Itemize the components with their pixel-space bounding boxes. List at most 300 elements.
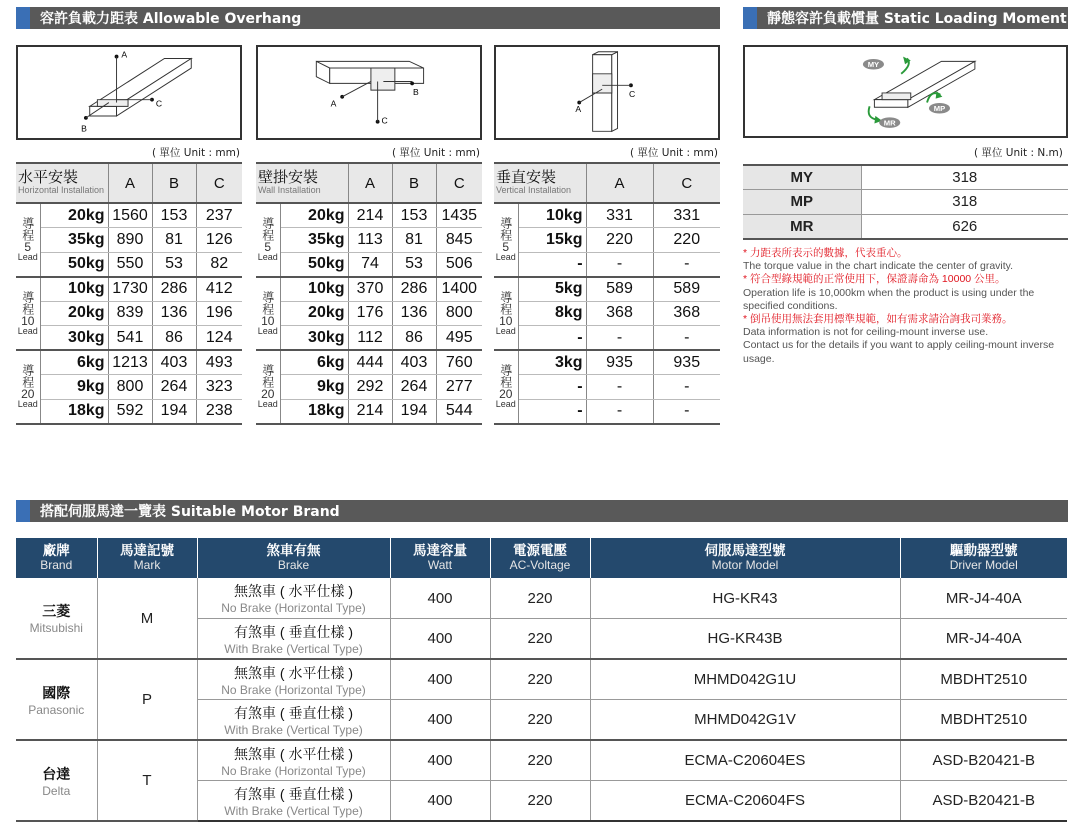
load-value: 20kg: [280, 301, 348, 326]
driver-model-cell: ASD-B20421-B: [900, 781, 1067, 822]
brand-en: Panasonic: [28, 702, 85, 717]
overhang-value: 1560: [108, 203, 152, 228]
overhang-value: 331: [586, 203, 653, 228]
load-value: 20kg: [40, 203, 108, 228]
header-zh: 煞車有無: [266, 543, 321, 559]
lead-label: [256, 364, 280, 409]
svg-text:C: C: [381, 115, 388, 126]
vertical-overhang-table: [494, 162, 720, 425]
lead-zh: 導程: [20, 217, 35, 242]
header-voltage: [490, 538, 590, 578]
moment-table: [743, 164, 1068, 240]
column-header-a: A: [108, 163, 152, 203]
overhang-value: 194: [392, 399, 436, 424]
overhang-value: 506: [436, 252, 482, 277]
lead-cell: [16, 350, 40, 424]
header-en: AC-Voltage: [509, 557, 571, 572]
load-value: 50kg: [40, 252, 108, 277]
lead-number: 10: [499, 313, 513, 328]
lead-label: [16, 291, 40, 336]
watt-cell: 400: [390, 619, 490, 660]
lead-zh: 導程: [498, 364, 513, 389]
overhang-section-bar: [16, 7, 720, 29]
vertical-installation-drawing: [496, 47, 718, 138]
overhang-value: 264: [152, 375, 196, 400]
overhang-value: 81: [152, 228, 196, 253]
overhang-value: 544: [436, 399, 482, 424]
overhang-row: [256, 350, 482, 375]
overhang-value: 53: [152, 252, 196, 277]
watt-cell: 400: [390, 700, 490, 741]
motor-row: [16, 578, 1067, 619]
load-value: 18kg: [40, 399, 108, 424]
load-value: 10kg: [518, 203, 586, 228]
lead-number: 10: [21, 313, 35, 328]
overhang-value: 81: [392, 228, 436, 253]
header-en: Mark: [133, 557, 161, 572]
overhang-row: [494, 350, 720, 375]
load-value: 20kg: [40, 301, 108, 326]
column-header-c: C: [196, 163, 242, 203]
overhang-value: 890: [108, 228, 152, 253]
mr-badge: [879, 117, 900, 128]
overhang-value: 136: [152, 301, 196, 326]
brake-en: With Brake (Vertical Type): [224, 641, 363, 656]
lead-cell: [256, 277, 280, 351]
voltage-cell: 220: [490, 659, 590, 700]
load-value: -: [518, 375, 586, 400]
brand-zh: 三菱: [42, 603, 71, 619]
section-accent: [16, 7, 30, 29]
driver-model-cell: MBDHT2510: [900, 700, 1067, 741]
brake-zh: 無煞車 ( 水平仕樣 ): [234, 583, 353, 599]
motor-model-cell: ECMA-C20604FS: [590, 781, 900, 822]
column-header-c: C: [653, 163, 720, 203]
lead-en: Lead: [495, 399, 516, 410]
lead-label: [256, 217, 280, 262]
overhang-row: [16, 375, 242, 400]
motor-row: [16, 740, 1067, 781]
overhang-value: 196: [196, 301, 242, 326]
overhang-value: 444: [348, 350, 392, 375]
overhang-value: 214: [348, 203, 392, 228]
overhang-row: [256, 228, 482, 253]
lead-zh: 導程: [498, 217, 513, 242]
load-value: 50kg: [280, 252, 348, 277]
note-line: Contact us for the details if you want to apply ceiling-mount inverse usage.: [743, 339, 1055, 365]
load-value: 20kg: [280, 203, 348, 228]
overhang-section-title: 容許負載力距表 Allowable Overhang: [40, 11, 302, 27]
overhang-row: [16, 399, 242, 424]
mark-cell: P: [97, 659, 197, 740]
brake-cell: [197, 740, 390, 781]
overhang-value: 238: [196, 399, 242, 424]
vertical-installation-diagram: [494, 45, 720, 140]
driver-model-cell: MBDHT2510: [900, 659, 1067, 700]
moment-key: MP: [743, 190, 861, 215]
overhang-value: 264: [392, 375, 436, 400]
lead-label: [256, 291, 280, 336]
overhang-value: 845: [436, 228, 482, 253]
moment-key: MR: [743, 214, 861, 239]
installation-subtitle: Horizontal Installation: [18, 185, 105, 196]
overhang-value: 403: [392, 350, 436, 375]
load-value: 35kg: [40, 228, 108, 253]
overhang-value: 86: [392, 326, 436, 351]
svg-text:B: B: [81, 123, 87, 134]
lead-cell: [256, 350, 280, 424]
overhang-value: 112: [348, 326, 392, 351]
moment-section-bar: [743, 7, 1068, 29]
lead-number: 5: [24, 240, 32, 255]
horizontal-installation-diagram: [16, 45, 242, 140]
overhang-value: 220: [586, 228, 653, 253]
voltage-cell: 220: [490, 781, 590, 822]
brake-zh: 無煞車 ( 水平仕樣 ): [234, 745, 353, 762]
lead-en: Lead: [257, 325, 278, 336]
overhang-row: [16, 203, 242, 228]
motor-table: [16, 538, 1067, 822]
load-value: 10kg: [40, 277, 108, 302]
svg-text:A: A: [330, 98, 337, 109]
motor-row: [16, 659, 1067, 700]
overhang-row: [494, 399, 720, 424]
load-value: 6kg: [280, 350, 348, 375]
moment-section-title: 靜態容許負載慣量 Static Loading Moment: [767, 11, 1067, 27]
overhang-value: 1730: [108, 277, 152, 302]
overhang-value: 323: [196, 375, 242, 400]
brand-cell: [16, 578, 97, 659]
note-line: Operation life is 10,000km when the product is using under the specified conditions.: [743, 286, 1035, 312]
brake-cell: [197, 659, 390, 700]
load-value: 18kg: [280, 399, 348, 424]
header-motor-model: [590, 538, 900, 578]
horizontal-overhang-table: [16, 162, 242, 425]
svg-text:B: B: [413, 86, 419, 97]
overhang-value: 136: [392, 301, 436, 326]
overhang-value: 292: [348, 375, 392, 400]
wall-overhang-table: [256, 162, 482, 425]
lead-zh: 導程: [20, 290, 35, 315]
overhang-value: 86: [152, 326, 196, 351]
load-value: 10kg: [280, 277, 348, 302]
brake-cell: [197, 781, 390, 822]
header-brand: [16, 538, 97, 578]
overhang-value: 592: [108, 399, 152, 424]
svg-text:C: C: [155, 98, 163, 109]
overhang-row: [16, 277, 242, 302]
load-value: -: [518, 252, 586, 277]
overhang-row: [494, 375, 720, 400]
header-en: Brand: [40, 557, 73, 572]
overhang-value: 153: [152, 203, 196, 228]
moment-row-my: [743, 165, 1068, 190]
header-zh: 廠牌: [42, 543, 70, 559]
lead-cell: [16, 277, 40, 351]
section-accent: [16, 500, 30, 522]
overhang-row: [256, 375, 482, 400]
mp-badge: [929, 103, 950, 114]
lead-cell: [494, 277, 518, 351]
overhang-row: [16, 326, 242, 351]
overhang-value: 53: [392, 252, 436, 277]
overhang-value: 176: [348, 301, 392, 326]
overhang-header-row: [16, 163, 242, 203]
overhang-row: [256, 326, 482, 351]
overhang-value: 839: [108, 301, 152, 326]
overhang-value: 214: [348, 399, 392, 424]
header-watt: [390, 538, 490, 578]
header-en: Motor Model: [711, 557, 779, 572]
brake-zh: 有煞車 ( 垂直仕樣 ): [234, 704, 353, 721]
installation-subtitle: Wall Installation: [258, 185, 321, 196]
svg-text:MR: MR: [883, 118, 896, 128]
motor-section-title: 搭配伺服馬達一覽表 Suitable Motor Brand: [40, 504, 340, 520]
header-zh: 馬達記號: [120, 543, 174, 559]
column-header-c: C: [436, 163, 482, 203]
lead-cell: [256, 203, 280, 277]
column-header-b: B: [152, 163, 196, 203]
moment-row-mp: [743, 190, 1068, 215]
voltage-cell: 220: [490, 740, 590, 781]
load-value: 9kg: [280, 375, 348, 400]
watt-cell: 400: [390, 781, 490, 822]
moment-diagram: [743, 45, 1068, 138]
load-value: 6kg: [40, 350, 108, 375]
section-accent: [743, 7, 757, 29]
voltage-cell: 220: [490, 578, 590, 619]
moment-notes: [743, 247, 1071, 366]
overhang-value: 82: [196, 252, 242, 277]
moment-row-mr: [743, 214, 1068, 239]
overhang-row: [16, 252, 242, 277]
lead-en: Lead: [495, 252, 516, 263]
wall-installation-drawing: [258, 47, 480, 138]
overhang-value: 277: [436, 375, 482, 400]
watt-cell: 400: [390, 740, 490, 781]
overhang-row: [256, 252, 482, 277]
svg-text:MP: MP: [933, 104, 946, 114]
svg-text:A: A: [575, 104, 582, 115]
svg-text:C: C: [629, 88, 636, 99]
motor-model-cell: HG-KR43B: [590, 619, 900, 660]
overhang-value: 74: [348, 252, 392, 277]
lead-en: Lead: [495, 325, 516, 336]
installation-header: [16, 163, 108, 203]
lead-zh: 導程: [260, 290, 275, 315]
brand-cell: [16, 740, 97, 821]
overhang-value: 1400: [436, 277, 482, 302]
moment-value: 318: [861, 190, 1068, 215]
column-header-a: A: [586, 163, 653, 203]
lead-zh: 導程: [498, 290, 513, 315]
unit-label-moment: ( 單位 Unit : N.m): [974, 147, 1063, 159]
overhang-value: -: [586, 375, 653, 400]
header-zh: 伺服馬達型號: [704, 543, 786, 559]
overhang-row: [494, 252, 720, 277]
header-driver-model: [900, 538, 1067, 578]
overhang-value: 493: [196, 350, 242, 375]
overhang-value: 541: [108, 326, 152, 351]
lead-en: Lead: [17, 252, 38, 263]
column-header-a: A: [348, 163, 392, 203]
overhang-value: 800: [436, 301, 482, 326]
voltage-cell: 220: [490, 700, 590, 741]
lead-number: 20: [499, 387, 513, 402]
overhang-value: 495: [436, 326, 482, 351]
load-value: 30kg: [40, 326, 108, 351]
overhang-row: [494, 326, 720, 351]
brand-zh: 國際: [42, 684, 71, 701]
overhang-row: [256, 203, 482, 228]
overhang-value: 286: [152, 277, 196, 302]
watt-cell: 400: [390, 659, 490, 700]
overhang-value: 1213: [108, 350, 152, 375]
lead-label: [494, 291, 518, 336]
overhang-value: 403: [152, 350, 196, 375]
brake-cell: [197, 619, 390, 660]
installation-header: [494, 163, 586, 203]
lead-label: [16, 364, 40, 409]
moment-value: 626: [861, 214, 1068, 239]
lead-zh: 導程: [20, 364, 35, 389]
motor-model-cell: ECMA-C20604ES: [590, 740, 900, 781]
overhang-value: 153: [392, 203, 436, 228]
header-zh: 馬達容量: [413, 543, 467, 559]
overhang-value: 589: [586, 277, 653, 302]
overhang-value: 935: [586, 350, 653, 375]
moment-key: MY: [743, 165, 861, 190]
lead-label: [16, 217, 40, 262]
overhang-row: [16, 228, 242, 253]
overhang-value: 589: [653, 277, 720, 302]
load-value: 8kg: [518, 301, 586, 326]
lead-label: [494, 217, 518, 262]
brake-en: No Brake (Horizontal Type): [221, 601, 366, 615]
installation-header: [256, 163, 348, 203]
note-line: * 符合型錄規範的正常使用下，保證壽命為 10000 公里。: [743, 273, 1006, 286]
header-zh: 驅動器型號: [950, 543, 1018, 559]
overhang-value: 220: [653, 228, 720, 253]
brand-en: Mitsubishi: [29, 621, 83, 635]
overhang-value: 1435: [436, 203, 482, 228]
svg-text:MY: MY: [867, 60, 880, 70]
overhang-row: [494, 203, 720, 228]
lead-zh: 導程: [260, 364, 275, 389]
lead-number: 5: [264, 240, 272, 255]
load-value: 9kg: [40, 375, 108, 400]
overhang-row: [16, 301, 242, 326]
overhang-row: [256, 277, 482, 302]
installation-title: 垂直安裝: [496, 169, 557, 187]
overhang-value: -: [586, 399, 653, 424]
load-value: -: [518, 326, 586, 351]
installation-title: 水平安裝: [18, 169, 79, 187]
overhang-row: [256, 301, 482, 326]
unit-label-horizontal: ( 單位 Unit : mm): [152, 147, 240, 159]
brake-zh: 有煞車 ( 垂直仕樣 ): [234, 785, 353, 802]
overhang-row: [494, 301, 720, 326]
lead-number: 10: [261, 313, 275, 328]
moment-value: 318: [861, 165, 1068, 190]
load-value: -: [518, 399, 586, 424]
driver-model-cell: MR-J4-40A: [900, 619, 1067, 660]
lead-cell: [494, 350, 518, 424]
motor-table-header: [16, 538, 1067, 578]
overhang-row: [16, 350, 242, 375]
overhang-value: 368: [653, 301, 720, 326]
lead-en: Lead: [17, 325, 38, 336]
overhang-value: 124: [196, 326, 242, 351]
overhang-row: [256, 399, 482, 424]
mark-cell: M: [97, 578, 197, 659]
motor-model-cell: MHMD042G1V: [590, 700, 900, 741]
lead-en: Lead: [257, 399, 278, 410]
note-line: The torque value in the chart indicate the center of gravity.: [743, 260, 1014, 273]
moment-drawing: [745, 47, 1066, 136]
overhang-row: [494, 228, 720, 253]
header-en: Watt: [427, 557, 453, 572]
brake-en: With Brake (Vertical Type): [224, 803, 363, 818]
mark-cell: T: [97, 740, 197, 821]
note-line: * 力距表所表示的數據，代表重心。: [743, 247, 908, 259]
overhang-value: 126: [196, 228, 242, 253]
motor-model-cell: MHMD042G1U: [590, 659, 900, 700]
driver-model-cell: ASD-B20421-B: [900, 740, 1067, 781]
installation-title: 壁掛安裝: [258, 169, 319, 187]
brake-zh: 有煞車 ( 垂直仕樣 ): [234, 623, 353, 640]
load-value: 5kg: [518, 277, 586, 302]
header-mark: [97, 538, 197, 578]
brand-en: Delta: [42, 783, 71, 798]
load-value: 3kg: [518, 350, 586, 375]
overhang-value: 237: [196, 203, 242, 228]
load-value: 15kg: [518, 228, 586, 253]
overhang-header-row: [494, 163, 720, 203]
voltage-cell: 220: [490, 619, 590, 660]
overhang-value: -: [653, 252, 720, 277]
brake-cell: [197, 700, 390, 741]
wall-installation-diagram: [256, 45, 482, 140]
lead-zh: 導程: [260, 217, 275, 242]
brake-zh: 無煞車 ( 水平仕樣 ): [234, 664, 353, 681]
overhang-value: -: [653, 399, 720, 424]
unit-label-vertical: ( 單位 Unit : mm): [630, 147, 718, 159]
watt-cell: 400: [390, 578, 490, 619]
overhang-value: 760: [436, 350, 482, 375]
lead-cell: [494, 203, 518, 277]
lead-en: Lead: [17, 399, 38, 410]
overhang-value: 935: [653, 350, 720, 375]
header-en: Driver Model: [949, 557, 1018, 572]
svg-text:A: A: [121, 49, 128, 60]
overhang-value: 286: [392, 277, 436, 302]
brake-en: No Brake (Horizontal Type): [221, 763, 366, 778]
overhang-value: 370: [348, 277, 392, 302]
lead-number: 20: [261, 387, 275, 402]
overhang-row: [494, 277, 720, 302]
overhang-value: -: [586, 252, 653, 277]
brake-cell: [197, 578, 390, 619]
overhang-value: 550: [108, 252, 152, 277]
lead-cell: [16, 203, 40, 277]
brand-zh: 台達: [42, 765, 71, 782]
brand-cell: [16, 659, 97, 740]
brake-en: No Brake (Horizontal Type): [221, 682, 366, 697]
installation-subtitle: Vertical Installation: [496, 185, 572, 196]
overhang-value: 800: [108, 375, 152, 400]
overhang-value: 412: [196, 277, 242, 302]
